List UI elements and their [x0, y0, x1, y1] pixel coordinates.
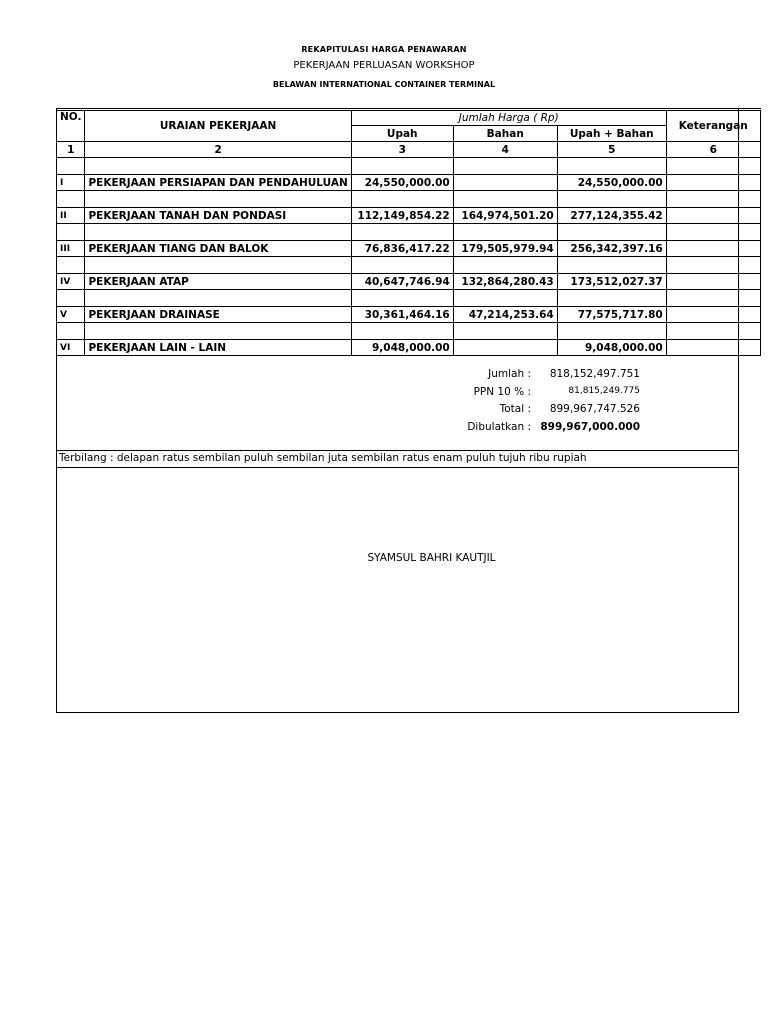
colnum-3: 3: [351, 142, 453, 158]
row-no: II: [57, 208, 85, 224]
row-bahan: 179,505,979.94: [453, 241, 557, 257]
colnum-1: 1: [57, 142, 85, 158]
spacer-row: [57, 191, 761, 208]
row-total: 173,512,027.37: [557, 274, 666, 290]
jumlah-value: 818,152,497.751: [549, 368, 640, 380]
summary-jumlah: [440, 368, 640, 386]
summary-block: [440, 368, 640, 438]
row-no: V: [57, 307, 85, 323]
row-uraian: PEKERJAAN ATAP: [85, 274, 351, 290]
header-upah-bahan: Upah + Bahan: [557, 126, 666, 142]
table-row: [57, 208, 761, 224]
column-number-row: [57, 142, 761, 158]
spacer-row: [57, 224, 761, 241]
colnum-4: 4: [453, 142, 557, 158]
header-upah: Upah: [351, 126, 453, 142]
header-row-1: [57, 110, 761, 126]
row-keterangan: [666, 175, 760, 191]
dibulatkan-value: 899,967,000.000: [540, 420, 640, 433]
table-row: [57, 274, 761, 290]
total-value: 899,967,747.526: [549, 403, 640, 415]
header-bahan: Bahan: [453, 126, 557, 142]
row-uraian: PEKERJAAN TIANG DAN BALOK: [85, 241, 351, 257]
row-uraian: PEKERJAAN PERSIAPAN DAN PENDAHULUAN: [85, 175, 351, 191]
document-subtitle: PEKERJAAN PERLUASAN WORKSHOP: [293, 60, 475, 71]
row-bahan: 47,214,253.64: [453, 307, 557, 323]
row-keterangan: [666, 208, 760, 224]
ppn-value: 81,815,249.775: [568, 385, 640, 396]
spacer-row: [57, 323, 761, 340]
header-keterangan: Keterangan: [666, 110, 760, 142]
row-total: 9,048,000.00: [557, 340, 666, 356]
divider: [56, 450, 739, 451]
row-bahan: [453, 175, 557, 191]
row-upah: 76,836,417.22: [351, 241, 453, 257]
document-title: REKAPITULASI HARGA PENAWARAN: [301, 45, 467, 54]
row-no: I: [57, 175, 85, 191]
document-location: BELAWAN INTERNATIONAL CONTAINER TERMINAL: [272, 80, 496, 89]
row-no: IV: [57, 274, 85, 290]
table-row: [57, 340, 761, 356]
spacer-row: [57, 158, 761, 175]
header-jumlah: Jumlah Harga ( Rp): [351, 110, 666, 126]
row-upah: 24,550,000.00: [351, 175, 453, 191]
spacer-row: [57, 257, 761, 274]
header-no: NO.: [57, 110, 85, 142]
row-bahan: 164,974,501.20: [453, 208, 557, 224]
signatory-name: SYAMSUL BAHRI KAUTJIL: [367, 552, 496, 564]
row-keterangan: [666, 241, 760, 257]
row-upah: 112,149,854.22: [351, 208, 453, 224]
jumlah-label: Jumlah :: [488, 368, 531, 380]
row-upah: 9,048,000.00: [351, 340, 453, 356]
summary-ppn: [440, 386, 640, 404]
row-keterangan: [666, 274, 760, 290]
row-uraian: PEKERJAAN DRAINASE: [85, 307, 351, 323]
row-upah: 30,361,464.16: [351, 307, 453, 323]
row-total: 24,550,000.00: [557, 175, 666, 191]
dibulatkan-label: Dibulatkan :: [467, 420, 531, 433]
summary-dibulatkan: [440, 421, 640, 439]
ppn-label: PPN 10 % :: [473, 385, 531, 398]
spacer-row: [57, 290, 761, 307]
row-uraian: PEKERJAAN LAIN - LAIN: [85, 340, 351, 356]
colnum-6: 6: [666, 142, 760, 158]
summary-total: [440, 403, 640, 421]
colnum-5: 5: [557, 142, 666, 158]
row-total: 256,342,397.16: [557, 241, 666, 257]
row-uraian: PEKERJAAN TANAH DAN PONDASI: [85, 208, 351, 224]
row-total: 77,575,717.80: [557, 307, 666, 323]
row-keterangan: [666, 307, 760, 323]
row-bahan: [453, 340, 557, 356]
row-no: VI: [57, 340, 85, 356]
divider: [56, 467, 739, 468]
rekap-table: [56, 108, 761, 356]
header-uraian: URAIAN PEKERJAAN: [85, 110, 351, 142]
row-no: III: [57, 241, 85, 257]
colnum-2: 2: [85, 142, 351, 158]
total-label: Total :: [499, 403, 531, 415]
row-upah: 40,647,746.94: [351, 274, 453, 290]
table-row: [57, 307, 761, 323]
table-row: [57, 175, 761, 191]
row-bahan: 132,864,280.43: [453, 274, 557, 290]
table-row: [57, 241, 761, 257]
row-keterangan: [666, 340, 760, 356]
terbilang-text: Terbilang : delapan ratus sembilan puluh sembilan juta sembilan ratus enam puluh tujuh ribu rupiah: [59, 452, 587, 464]
row-total: 277,124,355.42: [557, 208, 666, 224]
